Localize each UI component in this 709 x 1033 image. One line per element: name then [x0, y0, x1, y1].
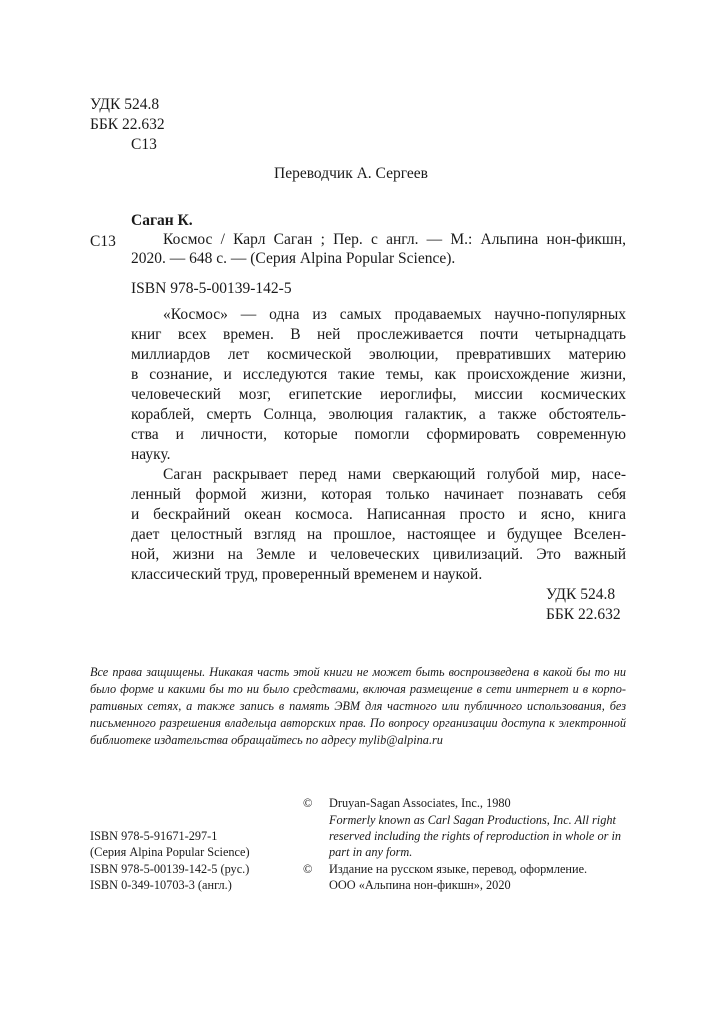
header-udk: УДК 524.8 [90, 96, 160, 113]
copyright-formerly: part in any form. [329, 845, 413, 859]
copyright-formerly: Formerly known as Carl Sagan Productions, Inc. All right [329, 813, 616, 827]
rights-line: было форме и какими бы то ни было средствами, включая размещение в сети интернет и в корпо- [90, 682, 626, 696]
annotation-line: миллиардов лет космической эволюции, превративших материю [131, 346, 626, 363]
annotation-line: дает целостный взгляд на прошлое, настоящее и будущее Вселен- [131, 526, 626, 543]
header-bbk: ББК 22.632 [90, 116, 165, 133]
annotation-line: и бескрайний океан космоса. Написанная просто и ясно, книга [131, 506, 626, 523]
annotation-line: «Космос» — одна из самых продаваемых научно-популярных [163, 306, 626, 323]
rights-line: библиотеке издательства обращайтесь по адресу mylib@alpina.ru [90, 733, 443, 747]
catalog-line: 2020. — 648 с. — (Серия Alpina Popular Science). [131, 250, 456, 267]
copyright-ru: ООО «Альпина нон-фикшн», 2020 [329, 878, 511, 892]
catalog-isbn: ISBN 978-5-00139-142-5 [131, 280, 292, 297]
annotation-line: кораблей, смерть Солнца, эволюция галактик, а также обстоятель- [131, 406, 626, 423]
rights-line: ративных сетях, а также запись в память ЭВМ для частного или публичного использования, без [90, 699, 626, 713]
catalog-side-code: С13 [90, 233, 116, 250]
annotation-line: ной, жизни на Земле и человеческих цивилизаций. Это важный [131, 546, 626, 563]
isbn-line: ISBN 978-5-91671-297-1 [90, 829, 218, 843]
annotation-line: человеческий мозг, египетские иероглифы, миссии космических [131, 386, 626, 403]
header-code: С13 [131, 136, 157, 153]
annotation-line: книг всех времен. В ней прослеживается почти четырнадцать [131, 326, 626, 343]
annotation-line: классический труд, проверенный временем и наукой. [131, 566, 483, 583]
copyright-symbol: © [303, 862, 313, 876]
classification-bbk: ББК 22.632 [546, 606, 621, 623]
annotation-line: ленный формой жизни, которая только начинает познавать себя [131, 486, 626, 503]
copyright-formerly: reserved including the rights of reproduction in whole or in [329, 829, 622, 843]
classification-udk: УДК 524.8 [546, 586, 616, 603]
annotation-line: науку. [131, 446, 171, 463]
copyright-ru: Издание на русском языке, перевод, оформление. [329, 862, 588, 876]
rights-line: письменного разрешения владельца авторских прав. По вопросу организации доступа к электронной [90, 716, 626, 730]
isbn-line: ISBN 978-5-00139-142-5 (рус.) [90, 862, 250, 876]
isbn-line: (Серия Alpina Popular Science) [90, 845, 250, 859]
rights-line: Все права защищены. Никакая часть этой книги не может быть воспроизведена в какой бы то ни [90, 665, 626, 679]
annotation-line: в сознание, и исследуются такие темы, как происхождение жизни, [131, 366, 626, 383]
copyright-symbol: © [303, 796, 313, 810]
annotation-line: Саган раскрывает перед нами сверкающий голубой мир, насе- [163, 466, 626, 483]
isbn-line: ISBN 0-349-10703-3 (англ.) [90, 878, 232, 892]
catalog-line: Космос / Карл Саган ; Пер. с англ. — М.: Альпина нон-фикшн, [163, 231, 626, 248]
annotation-line: ства и личности, которые помогли сформировать современную [131, 426, 626, 443]
translator: Переводчик А. Сергеев [274, 165, 428, 182]
catalog-author: Саган К. [131, 212, 193, 229]
copyright-holder: Druyan-Sagan Associates, Inc., 1980 [329, 796, 511, 810]
